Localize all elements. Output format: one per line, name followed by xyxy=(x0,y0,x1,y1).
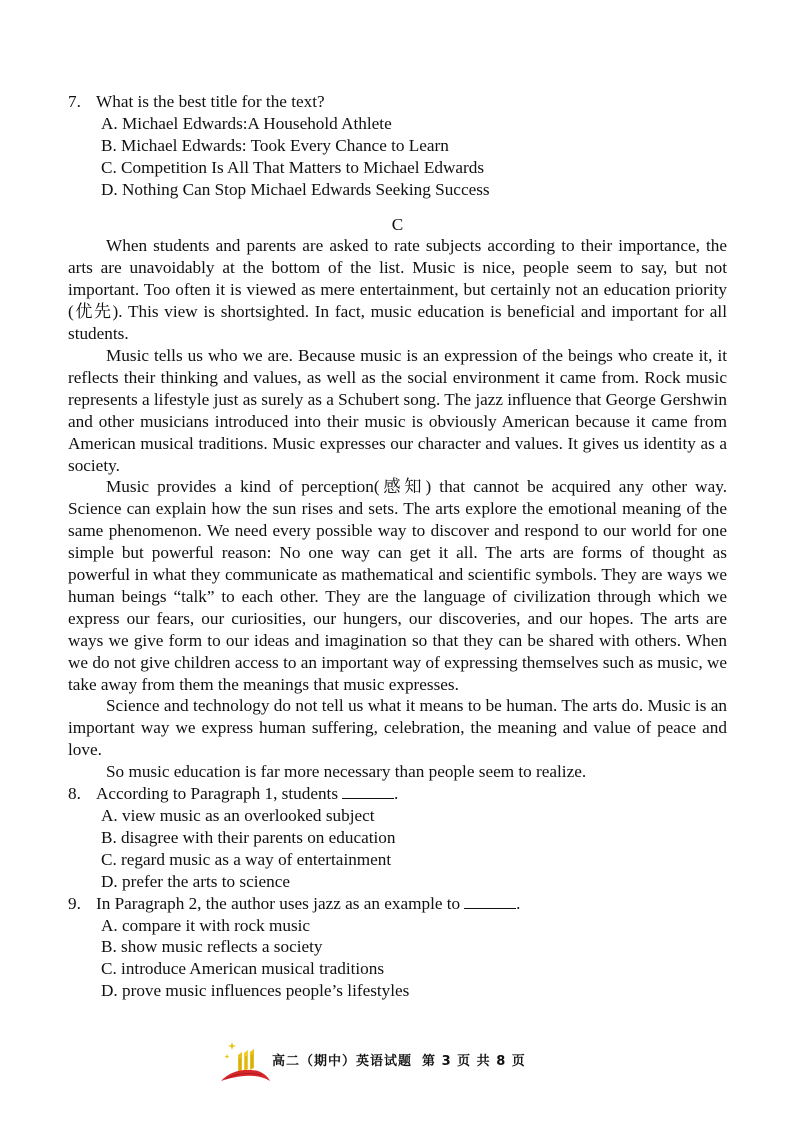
page-footer xyxy=(218,1040,526,1084)
option-c: C. introduce American musical traditions xyxy=(101,959,385,979)
passage-paragraph-1: When students and parents are asked to rate subjects according to their importance, the arts are unavoidably at the bottom of the list. Music is nice, people seem to say, but not important. Too often it is viewed as mere entertainment, but certainly not an education priority (优先). This view is shortsighted. In fact, music education is beneficial and important for all students. xyxy=(68,236,727,344)
option-d: D. Nothing Can Stop Michael Edwards Seeking Success xyxy=(101,179,490,199)
answer-blank xyxy=(464,893,516,909)
question-text: According to Paragraph 1, students xyxy=(96,784,339,804)
question-text: In Paragraph 2, the author uses jazz as an example to xyxy=(96,893,461,913)
footer-page-info xyxy=(272,1050,526,1069)
exam-title: 高二（期中）英语试题 xyxy=(272,1053,413,1069)
answer-blank xyxy=(342,783,394,799)
question-9-options xyxy=(68,915,727,1003)
option-a: A. view music as an overlooked subject xyxy=(101,806,375,825)
option-a: A. Michael Edwards:A Household Athlete xyxy=(101,113,392,133)
option-a: A. compare it with rock music xyxy=(101,915,311,935)
page-label-prefix: 第 xyxy=(422,1053,437,1069)
passage-section-label: C xyxy=(391,214,404,234)
total-page-number: 8 xyxy=(496,1053,507,1069)
question-7 xyxy=(68,91,727,201)
option-b: B. Michael Edwards: Took Every Chance to Learn xyxy=(101,135,449,155)
page-content xyxy=(68,91,727,1002)
passage-paragraph-2: Music tells us who we are. Because music is an expression of the beings who create it, it reflects their thinking and values, as well as the social environment it came from. Rock music represents a lifestyle just as surely as a Schubert song. The jazz influence that George Gershwin and other musicians introduced into their music is obviously American because it came from American musical traditions. Music expresses our character and values. It gives us identity as a society. xyxy=(68,345,727,475)
page-label-suffix: 页 xyxy=(511,1053,526,1069)
question-7-stem xyxy=(68,91,727,113)
option-b: B. show music reflects a society xyxy=(101,937,323,957)
option-d: D. prefer the arts to science xyxy=(101,871,290,891)
question-8 xyxy=(68,783,727,893)
passage-paragraph-4: Science and technology do not tell us what it means to be human. The arts do. Music is an important way we express human suffering, celebration, the meaning and value of peace and love. xyxy=(68,696,727,760)
option-d: D. prove music influences people’s lifestyles xyxy=(101,981,410,1001)
question-7-options xyxy=(68,113,727,201)
option-c: C. regard music as a way of entertainment xyxy=(101,849,392,869)
question-stem-end: . xyxy=(516,893,521,913)
page-label-mid: 页 共 xyxy=(457,1053,491,1069)
passage-paragraph-3: Music provides a kind of perception(感知) that cannot be acquired any other way. Science can explain how the sun rises and sets. The arts explore the emotional meaning of the same phenomenon. We need every possible way to discover and respond to our world for one simple but powerful reason: No one way can get it all. The arts are forms of thought as powerful in what they communicate as mathematical and scientific symbols. They are ways we human beings “talk” to each other. They are the language of civilization through which we express our fears, our curiosities, our hungers, our discoveries, and our hopes. The arts are ways we give form to our ideas and imagination so that they can be shared with others. When we do not give children access to an important way of expressing themselves such as music, we take away from them the meanings that music expresses. xyxy=(68,477,727,694)
question-number: 9. xyxy=(68,893,81,913)
current-page-number: 3 xyxy=(441,1053,452,1069)
question-8-options xyxy=(68,805,727,893)
school-logo-icon xyxy=(218,1040,276,1084)
option-b: B. disagree with their parents on education xyxy=(101,827,396,847)
question-stem-end: . xyxy=(394,784,399,804)
question-text: What is the best title for the text? xyxy=(96,92,325,111)
question-9 xyxy=(68,893,727,1003)
question-number: 8. xyxy=(68,784,81,804)
question-number: 7. xyxy=(68,92,81,111)
question-8-stem xyxy=(68,783,727,805)
passage-paragraph-5: So music education is far more necessary than people seem to realize. xyxy=(106,762,587,782)
passage-c xyxy=(68,235,727,783)
option-c: C. Competition Is All That Matters to Michael Edwards xyxy=(101,157,485,177)
question-9-stem xyxy=(68,893,727,915)
